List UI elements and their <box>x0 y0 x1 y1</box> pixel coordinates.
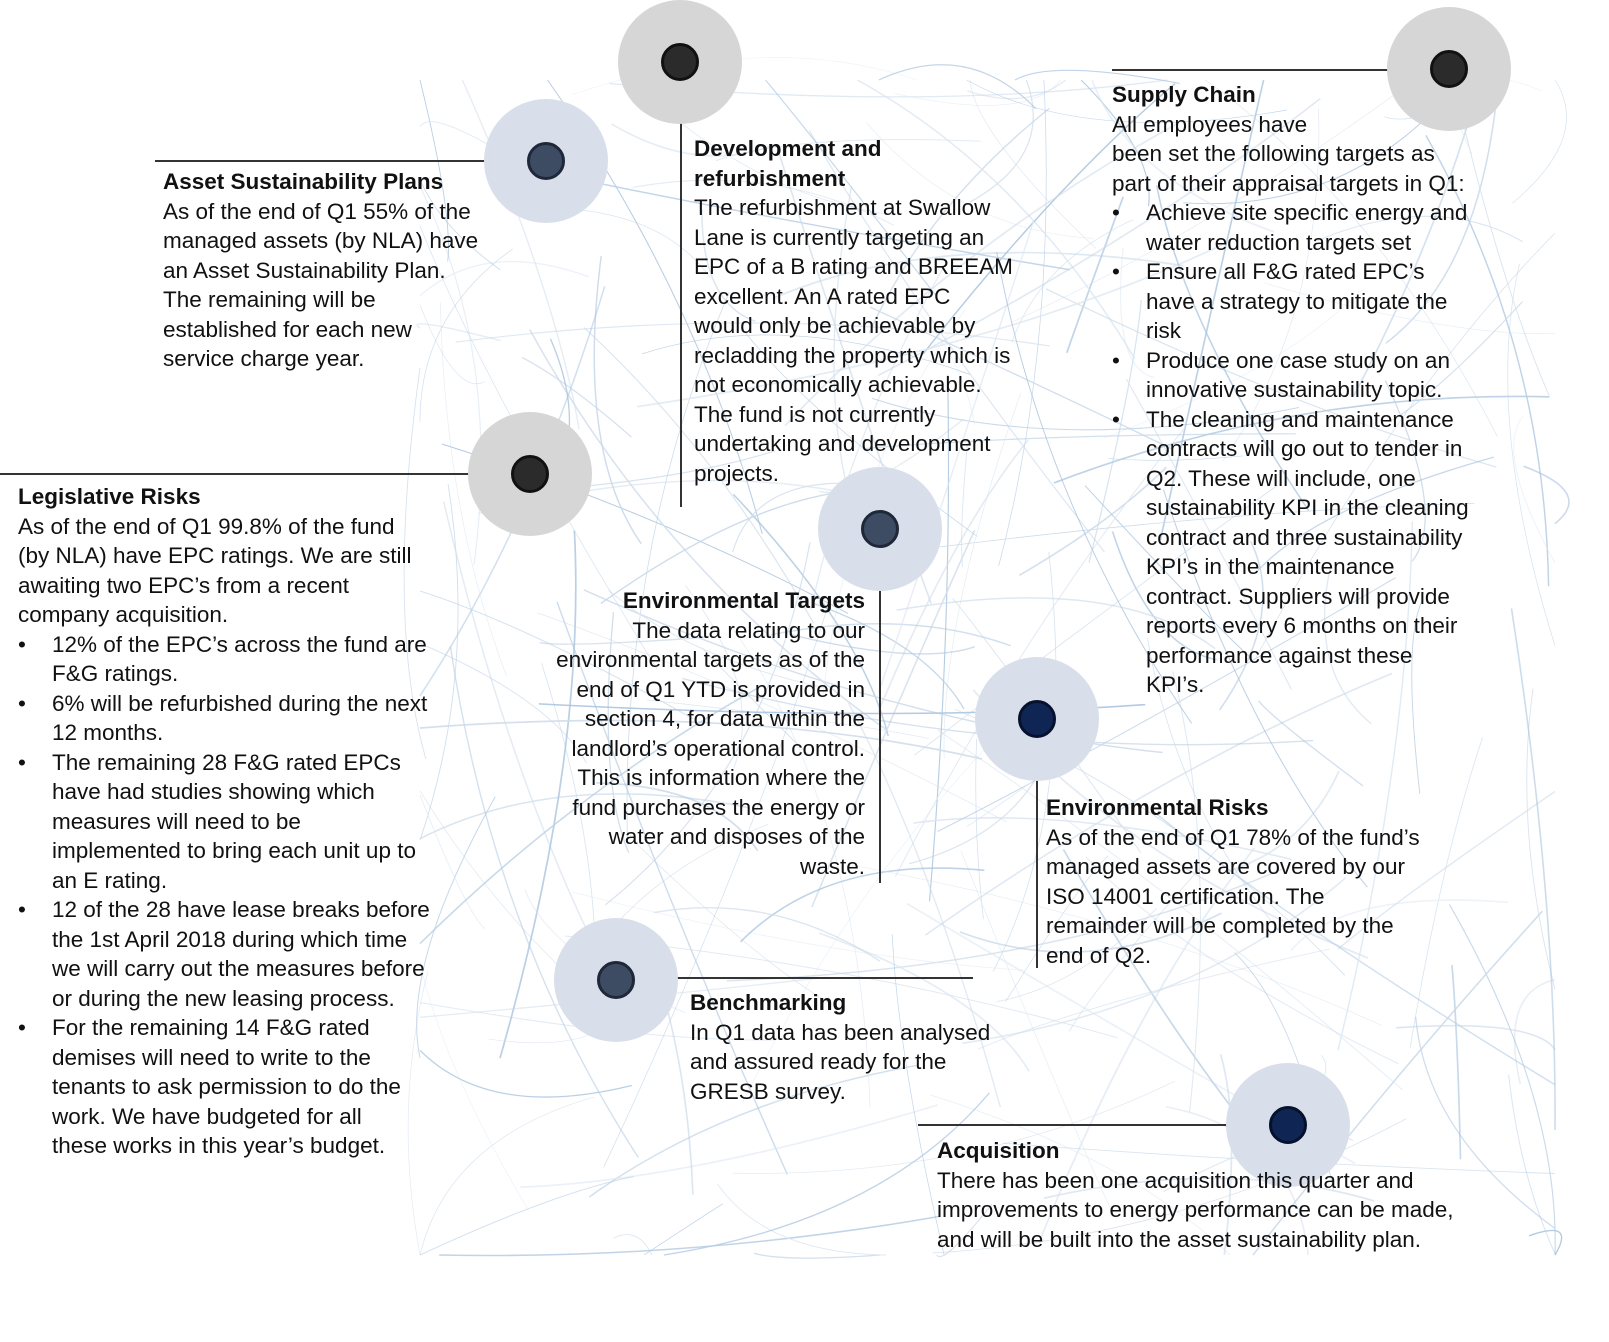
node-dot-benchmarking <box>597 961 635 999</box>
bullet-line: The cleaning and maintenance <box>1146 406 1454 432</box>
bullet-item <box>1112 346 1512 405</box>
node-body-line: In Q1 data has been analysed <box>690 1019 991 1045</box>
bullet-line: demises will need to write to the <box>52 1044 371 1070</box>
bullet-line: measures will need to be <box>52 808 301 834</box>
node-body-line: end of Q2. <box>1046 942 1152 968</box>
bullet-line: an E rating. <box>52 867 168 893</box>
bullet-line: risk <box>1146 318 1181 343</box>
bullet-item <box>18 748 478 896</box>
bullet-item <box>1112 405 1512 700</box>
bullet-line: implemented to bring each unit up to <box>52 838 416 863</box>
bullet-item <box>1112 257 1512 346</box>
node-body-line: GRESB survey. <box>690 1078 846 1104</box>
bullet-line: sustainability KPI in the cleaning <box>1146 495 1469 520</box>
node-body-line: This is information where the <box>577 765 865 790</box>
node-dot-environmental-targets <box>861 510 899 548</box>
node-body-line: awaiting two EPC’s from a recent <box>18 572 349 598</box>
node-body-line: remainder will be completed by the <box>1046 913 1394 938</box>
node-body-line: (by NLA) have EPC ratings. We are still <box>18 543 412 568</box>
node-title: Acquisition <box>937 1138 1060 1163</box>
bullet-item <box>18 630 478 689</box>
node-body-line: recladding the property which is <box>694 342 1011 368</box>
node-body <box>937 1166 1517 1255</box>
node-body-line: landlord’s operational control. <box>571 735 865 761</box>
node-body-line: been set the following targets as <box>1112 141 1435 166</box>
node-body-line: would only be achievable by <box>694 313 976 338</box>
bullet-line: have had studies showing which <box>52 779 375 804</box>
connector-development-and-refurbishment <box>680 62 682 507</box>
node-body-line: company acquisition. <box>18 602 229 627</box>
network-line <box>1508 264 1555 646</box>
bullet-line: 12 of the 28 have lease breaks before <box>52 897 430 922</box>
bullet-line: or during the new leasing process. <box>52 985 395 1011</box>
connector-legislative-risks <box>0 473 530 475</box>
bullet-line: For the remaining 14 F&G rated <box>52 1015 370 1040</box>
node-text-development-and-refurbishment <box>694 134 1064 488</box>
node-text-supply-chain <box>1112 80 1512 700</box>
node-body-line: The data relating to our <box>632 617 865 643</box>
node-body-line: The remaining will be <box>163 287 376 312</box>
node-title-line: refurbishment <box>694 165 846 191</box>
node-title: Supply Chain <box>1112 82 1256 107</box>
bullet-line: Produce one case study on an <box>1146 347 1450 373</box>
network-line <box>654 908 880 961</box>
node-text-acquisition <box>937 1136 1517 1254</box>
bullet-line: the 1st April 2018 during which time <box>52 926 408 952</box>
network-line <box>420 122 495 149</box>
network-line <box>1512 80 1566 203</box>
bullet-line: F&G ratings. <box>52 661 179 686</box>
node-title <box>694 134 1064 193</box>
node-bullet-list <box>18 630 478 1161</box>
bullet-line: Achieve site specific energy and <box>1146 200 1468 225</box>
bullet-line: performance against these <box>1146 642 1413 668</box>
bullet-line: 12% of the EPC’s across the fund are <box>52 631 427 657</box>
bullet-line: 6% will be refurbished during the next <box>52 690 428 716</box>
node-body-line: Lane is currently targeting an <box>694 224 985 250</box>
node-dot-legislative-risks <box>511 455 549 493</box>
node-body <box>163 197 523 374</box>
node-title: Legislative Risks <box>18 484 201 509</box>
node-title: Environmental Targets <box>622 588 865 613</box>
bullet-line: Q2. These will include, one <box>1146 465 1416 491</box>
bullet-line: Ensure all F&G rated EPC’s <box>1146 259 1425 284</box>
network-line <box>520 1105 938 1187</box>
node-title: Benchmarking <box>690 990 847 1015</box>
bullet-item <box>1112 198 1512 257</box>
node-body-line: established for each new <box>163 316 412 342</box>
node-body-line: service charge year. <box>163 346 365 371</box>
node-body-line: section 4, for data within the <box>584 706 865 731</box>
node-body-line: environmental targets as of the <box>556 647 865 672</box>
node-bullet-list <box>1112 198 1512 700</box>
node-text-environmental-targets <box>500 586 865 881</box>
bullet-line: The remaining 28 F&G rated EPCs <box>52 749 401 775</box>
bullet-line: we will carry out the measures before <box>52 956 425 981</box>
node-text-asset-sustainability-plans <box>163 167 523 374</box>
node-text-benchmarking <box>690 988 1050 1106</box>
node-title: Asset Sustainability Plans <box>163 169 444 194</box>
bullet-line: KPI’s. <box>1146 672 1205 697</box>
node-dot-asset-sustainability-plans <box>527 142 565 180</box>
network-line <box>1512 608 1556 1130</box>
node-body-line: waste. <box>799 853 865 879</box>
node-body <box>694 193 1064 488</box>
network-line <box>1529 1230 1562 1255</box>
bullet-line: 12 months. <box>52 720 164 745</box>
node-body-line: As of the end of Q1 99.8% of the fund <box>18 513 395 539</box>
bullet-line: these works in this year’s budget. <box>52 1133 386 1158</box>
bullet-line: work. We have budgeted for all <box>52 1103 362 1129</box>
node-body-line: and will be built into the asset sustainability plan. <box>937 1226 1422 1252</box>
node-body-line: end of Q1 YTD is provided in <box>576 676 865 702</box>
node-body-line: undertaking and development <box>694 431 991 456</box>
bullet-line: water reduction targets set <box>1146 229 1412 255</box>
node-text-environmental-risks <box>1046 793 1466 970</box>
node-body <box>1112 110 1512 199</box>
node-body <box>500 616 865 882</box>
node-body-line: projects. <box>694 460 780 486</box>
node-body-line: All employees have <box>1112 111 1308 137</box>
bullet-item <box>18 689 478 748</box>
node-body-line: As of the end of Q1 55% of the <box>163 198 471 224</box>
node-body-line: excellent. An A rated EPC <box>694 283 951 309</box>
node-body-line: an Asset Sustainability Plan. <box>163 257 446 283</box>
node-text-legislative-risks <box>18 482 478 1161</box>
node-body <box>18 512 478 630</box>
node-dot-development-and-refurbishment <box>661 43 699 81</box>
network-line <box>879 65 1036 109</box>
node-body <box>1046 823 1466 971</box>
node-body-line: fund purchases the energy or <box>572 794 865 820</box>
node-body-line: ISO 14001 certification. The <box>1046 883 1325 909</box>
node-title: Environmental Risks <box>1046 795 1269 820</box>
bullet-line: contract and three sustainability <box>1146 524 1463 550</box>
bullet-item <box>18 1013 478 1161</box>
node-body-line: The refurbishment at Swallow <box>694 195 991 220</box>
bullet-line: tenants to ask permission to do the <box>52 1074 401 1099</box>
node-body-line: water and disposes of the <box>608 824 865 849</box>
network-line <box>439 1216 940 1255</box>
bullet-line: innovative sustainability topic. <box>1146 377 1443 402</box>
bullet-line: KPI’s in the maintenance <box>1146 554 1395 579</box>
network-line <box>644 1204 723 1255</box>
node-body-line: and assured ready for the <box>690 1049 947 1074</box>
node-body-line: managed assets (by NLA) have <box>163 228 479 253</box>
bullet-line: reports every 6 months on their <box>1146 613 1458 638</box>
network-line <box>1524 466 1569 523</box>
bullet-item <box>18 895 478 1013</box>
node-dot-environmental-risks <box>1018 700 1056 738</box>
node-title-line: Development and <box>694 136 882 161</box>
node-body-line: not economically achievable. <box>694 372 982 397</box>
node-body-line: As of the end of Q1 78% of the fund’s <box>1046 824 1420 850</box>
bullet-line: contracts will go out to tender in <box>1146 436 1463 461</box>
node-body-line: There has been one acquisition this quarter and <box>937 1167 1414 1193</box>
node-body-line: managed assets are covered by our <box>1046 854 1405 879</box>
node-body-line: The fund is not currently <box>694 401 936 427</box>
node-body <box>690 1018 1050 1107</box>
node-body-line: part of their appraisal targets in Q1: <box>1112 170 1465 196</box>
node-body-line: improvements to energy performance can be made, <box>937 1197 1454 1222</box>
bullet-line: have a strategy to mitigate the <box>1146 288 1448 314</box>
node-body-line: EPC of a B rating and BREEAM <box>694 254 1013 279</box>
bullet-line: contract. Suppliers will provide <box>1146 583 1450 609</box>
